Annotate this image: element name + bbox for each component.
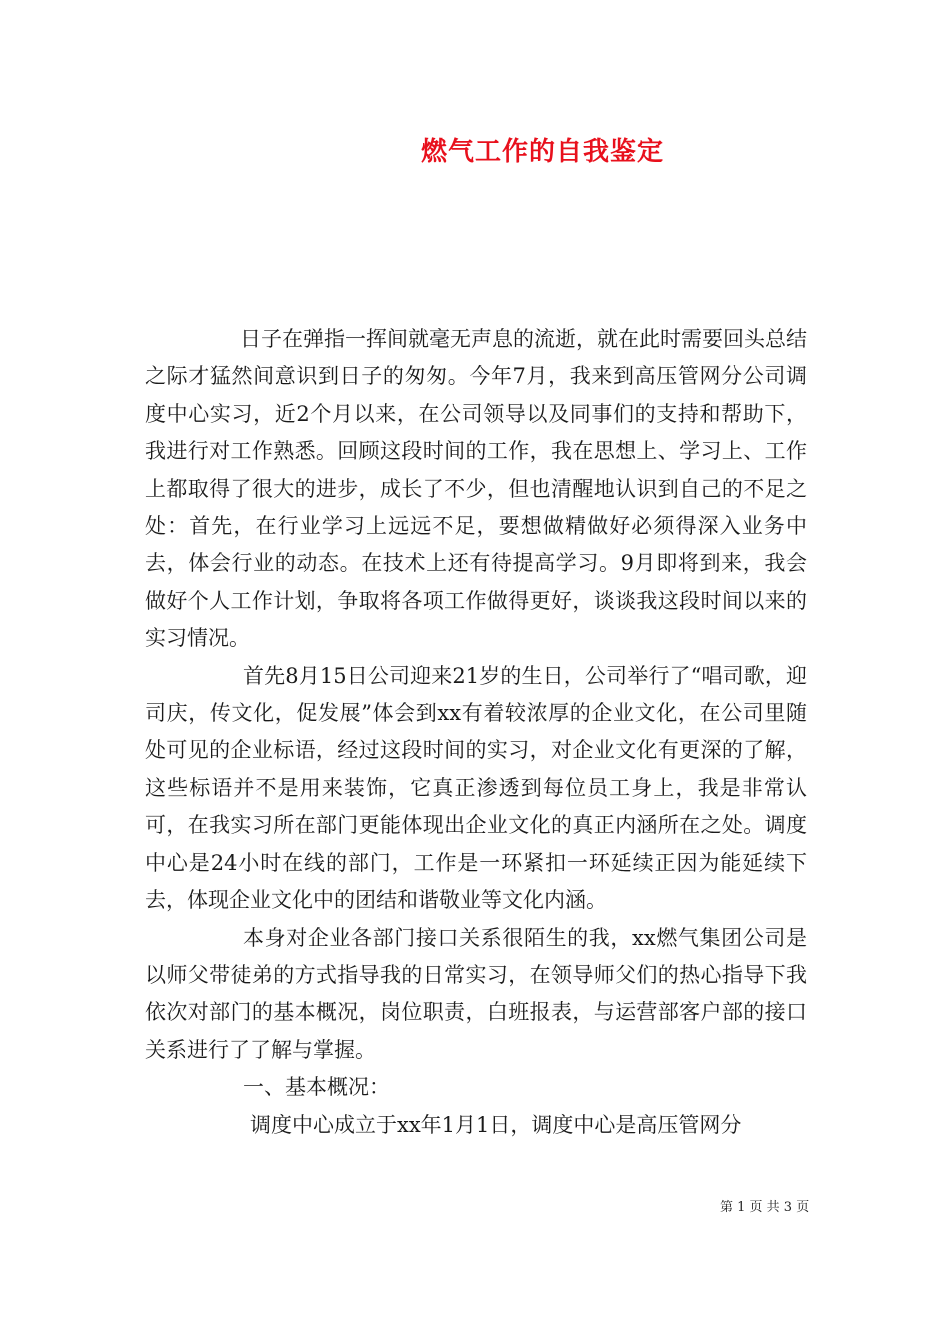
paragraph-2: 首先8月15日公司迎来21岁的生日，公司举行了“唱司歌，迎司庆，传文化，促发展”体会到xx有着较浓厚的企业文化，在公司里随处可见的企业标语，经过这段时间的实习，对企业文化有更深的了解，这些标语并不是用来装饰，它真正渗透到每位员工身上，我是非常认可，在我实习所在部门更能体现出企业文化的真正内涵所在之处。调度中心是24小时在线的部门，工作是一环紧扣一环延续正因为能延续下去，体现企业文化中的团结和谐敬业等文化内涵。 [145,663,807,913]
document-body [145,321,807,1144]
paragraph-1: 日子在弹指一挥间就毫无声息的流逝，就在此时需要回头总结之际才猛然间意识到日子的匆匆。今年7月，我来到高压管网分公司调度中心实习，近2个月以来，在公司领导以及同事们的支持和帮助下，我进行对工作熟悉。回顾这段时间的工作，我在思想上、学习上、工作上都取得了很大的进步，成长了不少，但也清醒地认识到自己的不足之处：首先，在行业学习上远远不足，要想做精做好必须得深入业务中去，体会行业的动态。在技术上还有待提高学习。9月即将到来，我会做好个人工作计划，争取将各项工作做得更好，谈谈我这段时间以来的实习情况。 [145,327,807,651]
paragraph-4: 调度中心成立于xx年1月1日，调度中心是高压管网分 [250,1112,742,1137]
page-footer: 第 1 页 共 3 页 [720,1200,810,1215]
section-heading: 一、基本概况： [243,1075,390,1100]
document-title: 燃气工作的自我鉴定 [420,137,664,167]
paragraph-3: 本身对企业各部门接口关系很陌生的我，xx燃气集团公司是以师父带徒弟的方式指导我的日常实习，在领导师父们的热心指导下我依次对部门的基本概况，岗位职责，白班报表，与运营部客户部的接口关系进行了了解与掌握。 [145,925,807,1062]
